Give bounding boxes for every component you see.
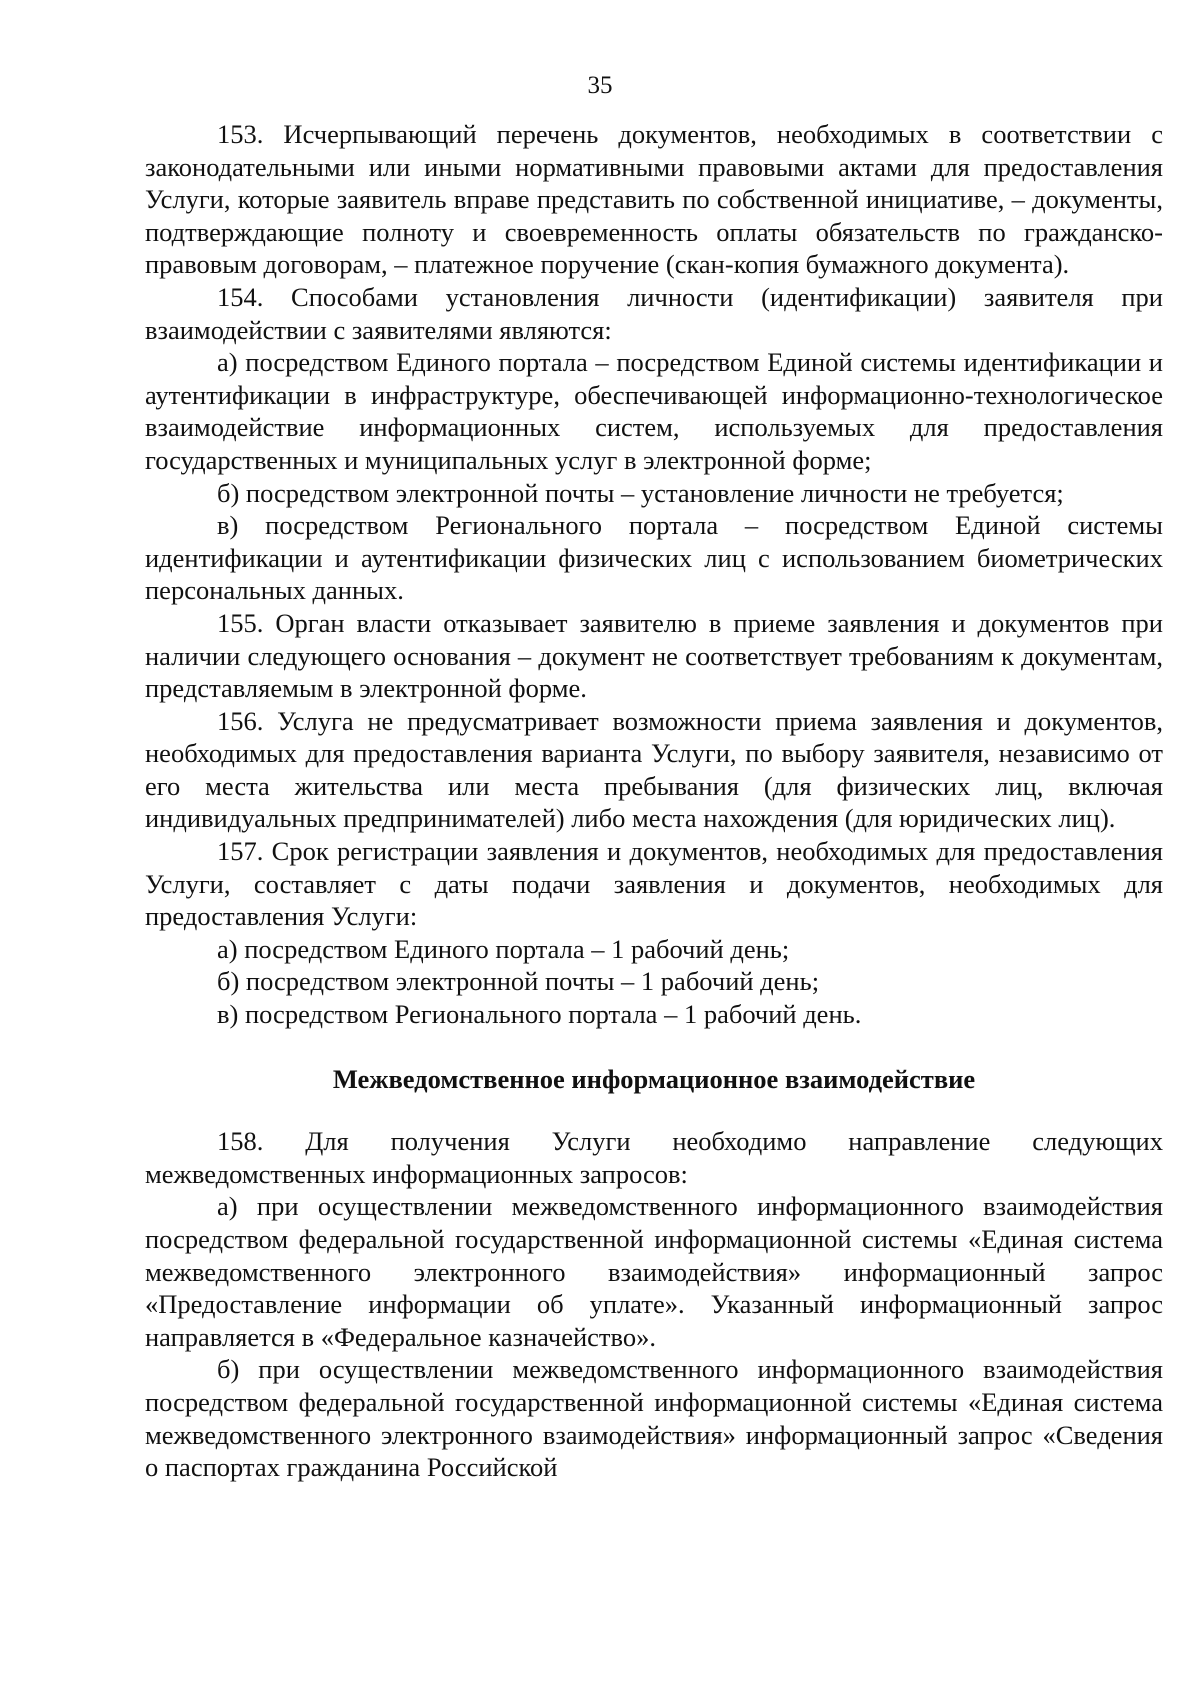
paragraph-153: 153. Исчерпывающий перечень документов, необходимых в соответствии с законодательными или иными нормативными правовыми актами для предоставления Услуги, которые заявитель вправе представить по собственной инициативе, – документы, подтверждающие полноту и своевременность оплаты обязательств по гражданско-правовым договорам, – платежное поручение (скан-копия бумажного документа). bbox=[145, 119, 1163, 280]
section-heading: Межведомственное информационное взаимодействие bbox=[332, 1063, 976, 1094]
paragraph-158: 158. Для получения Услуги необходимо направление следующих межведомственных информационных запросов: bbox=[145, 1126, 1163, 1189]
paragraph-157-item-v: в) посредством Регионального портала – 1 рабочий день. bbox=[217, 999, 862, 1030]
page-number: 35 bbox=[587, 72, 613, 99]
paragraph-157-item-b: б) посредством электронной почты – 1 рабочий день; bbox=[217, 966, 820, 997]
paragraph-157-item-a: а) посредством Единого портала – 1 рабочий день; bbox=[217, 933, 790, 964]
paragraph-157: 157. Срок регистрации заявления и документов, необходимых для предоставления Услуги, составляет с даты подачи заявления и документов, необходимых для предоставления Услуги: bbox=[145, 836, 1163, 932]
paragraph-156: 156. Услуга не предусматривает возможности приема заявления и документов, необходимых для предоставления варианта Услуги, по выбору заявителя, независимо от его места жительства или места пребывания (для физических лиц, включая индивидуальных предпринимателей) либо места нахождения (для юридических лиц). bbox=[145, 705, 1163, 834]
paragraph-154-item-b: б) посредством электронной почты – установление личности не требуется; bbox=[217, 477, 1064, 508]
paragraph-154: 154. Способами установления личности (идентификации) заявителя при взаимодействии с заявителями являются: bbox=[145, 281, 1163, 345]
paragraph-154-item-a: а) посредством Единого портала – посредством Единой системы идентификации и аутентификации в инфраструктуре, обеспечивающей информационно-технологическое взаимодействие информационных систем, используемых для предоставления государственных и муниципальных услуг в электронной форме; bbox=[145, 347, 1163, 475]
paragraph-155: 155. Орган власти отказывает заявителю в приеме заявления и документов при наличии следующего основания – документ не соответствует требованиям к документам, представляемым в электронной форме. bbox=[145, 607, 1163, 704]
document-body bbox=[145, 118, 1163, 1484]
paragraph-154-item-v: в) посредством Регионального портала – посредством Единой системы идентификации и аутентификации физических лиц с использованием биометрических персональных данных. bbox=[145, 510, 1163, 606]
paragraph-158-item-b: б) при осуществлении межведомственного информационного взаимодействия посредством федеральной государственной информационной системы «Единая система межведомственного электронного взаимодействия» информационный запрос «Сведения о паспортах гражданина Российской bbox=[145, 1354, 1163, 1483]
paragraph-158-item-a: а) при осуществлении межведомственного информационного взаимодействия посредством федеральной государственной информационной системы «Единая система межведомственного электронного взаимодействия» информационный запрос «Предоставление информации об уплате». Указанный информационный запрос направляется в «Федеральное казначейство». bbox=[145, 1191, 1163, 1352]
